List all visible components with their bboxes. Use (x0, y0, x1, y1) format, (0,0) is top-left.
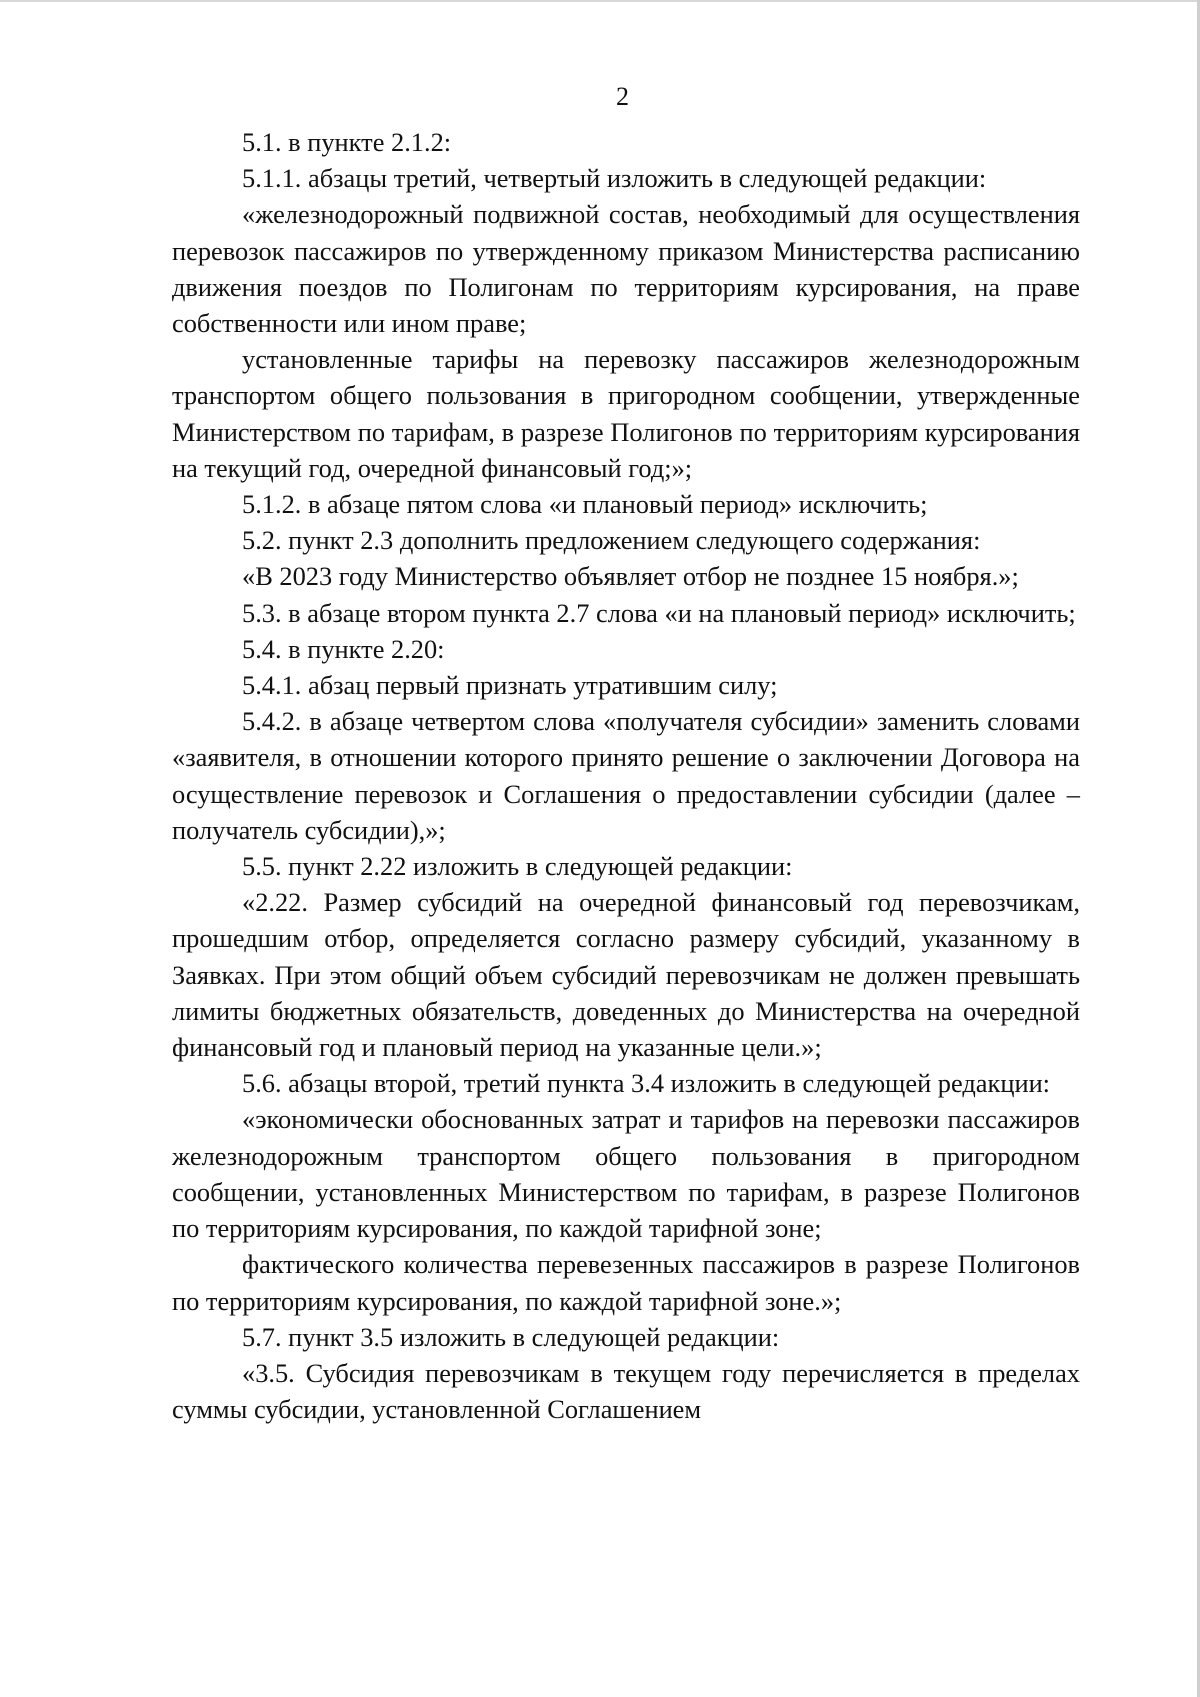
paragraph-actual-passengers: фактического количества перевезенных пассажиров в разрезе Полигонов по территориям курсирования, по каждой тарифной зоне.»; (172, 1249, 1080, 1316)
paragraph-5-6: 5.6. абзацы второй, третий пункта 3.4 изложить в следующей редакции: (242, 1068, 1051, 1099)
page-number: 2 (616, 82, 629, 111)
paragraph-quote-economic-costs: «экономически обоснованных затрат и тарифов на перевозки пассажиров железнодорожным транспортом общего пользования в пригородном сообщении, установленных Министерством по тарифам, в разрезе Полигонов по территориям курсирования, по каждой тарифной зоне; (172, 1104, 1080, 1244)
paragraph-quote-3-5: «3.5. Субсидия перевозчикам в текущем году перечисляется в пределах суммы субсидии, установленной Соглашением (172, 1357, 1080, 1425)
paragraph-5-1-2: 5.1.2. в абзаце пятом слова «и плановый период» исключить; (242, 489, 928, 520)
paragraph-5-1-1: 5.1.1. абзацы третий, четвертый изложить в следующей редакции: (242, 163, 987, 194)
paragraph-5-7: 5.7. пункт 3.5 изложить в следующей редакции: (242, 1321, 780, 1352)
paragraph-5-4-1: 5.4.1. абзац первый признать утратившим силу; (242, 670, 778, 701)
document-body (172, 124, 1080, 1427)
paragraph-tariffs: установленные тарифы на перевозку пассажиров железнодорожным транспортом общего пользования в пригородном сообщении, утвержденные Министерством по тарифам, в разрезе Полигонов по территориям курсирования на текущий год, очередной финансовый год;»; (172, 344, 1080, 483)
paragraph-5-4: 5.4. в пункте 2.20: (242, 633, 445, 664)
paragraph-5-4-2: 5.4.2. в абзаце четвертом слова «получателя субсидии» заменить словами «заявителя, в отношении которого принято решение о заключении Договора на осуществление перевозок и Соглашения о предоставлении субсидии (далее – получатель субсидии),»; (172, 706, 1080, 845)
paragraph-5-2: 5.2. пункт 2.3 дополнить предложением следующего содержания: (242, 525, 981, 556)
paragraph-5-1: 5.1. в пункте 2.1.2: (242, 127, 452, 157)
scan-edge-top (0, 0, 1200, 2)
paragraph-quote-2023: «В 2023 году Министерство объявляет отбор не позднее 15 ноября.»; (242, 561, 1019, 592)
paragraph-5-3: 5.3. в абзаце втором пункта 2.7 слова «и на плановый период» исключить; (242, 597, 1076, 628)
paragraph-5-5: 5.5. пункт 2.22 изложить в следующей редакции: (242, 851, 793, 882)
paragraph-quote-rolling-stock: «железнодорожный подвижной состав, необходимый для осуществления перевозок пассажиров по утвержденному приказом Министерства расписанию движения поездов по Полигонам по территориям курсирования, на праве собственности или ином праве; (172, 199, 1080, 339)
paragraph-quote-2-22: «2.22. Размер субсидий на очередной финансовый год перевозчикам, прошедшим отбор, определяется согласно размеру субсидий, указанному в Заявках. При этом общий объем субсидий перевозчикам не должен превышать лимиты бюджетных обязательств, доведенных до Министерства на очередной финансовый год и плановый период на указанные цели.»; (172, 887, 1080, 1063)
